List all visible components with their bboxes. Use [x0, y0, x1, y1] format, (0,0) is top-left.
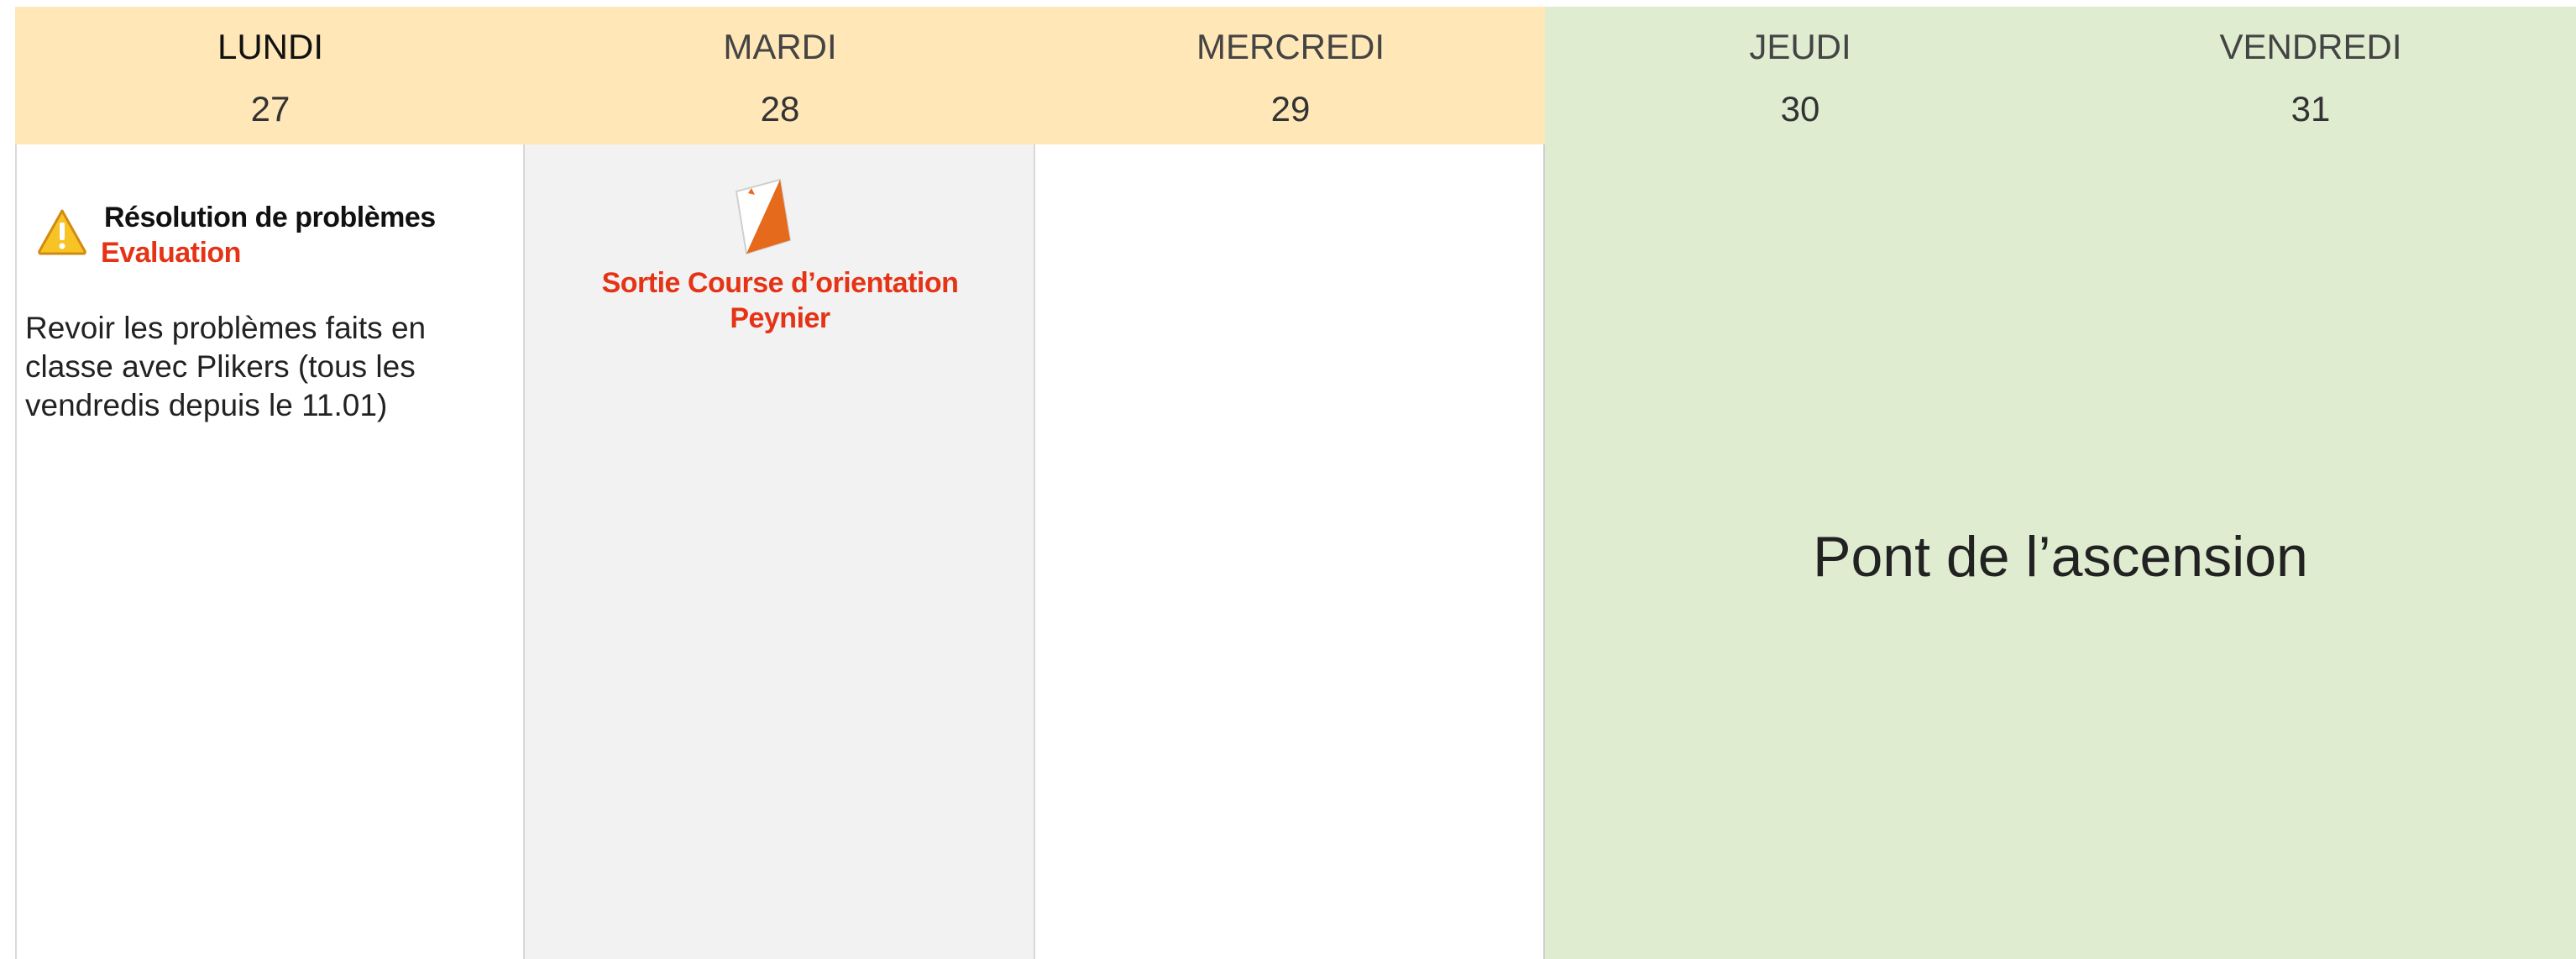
day-column-monday[interactable] [15, 144, 525, 959]
day-column-tuesday[interactable] [525, 144, 1035, 959]
holiday-block[interactable] [1545, 144, 2576, 959]
event-title: Sortie Course d’orientation [601, 267, 959, 299]
day-number: 31 [2291, 89, 2331, 128]
warning-icon [37, 208, 87, 255]
day-name: JEUDI [1749, 27, 1851, 66]
event-type: Evaluation [101, 237, 241, 269]
weekly-calendar [15, 7, 2576, 959]
day-column-wednesday[interactable] [1035, 144, 1545, 959]
day-name: MARDI [723, 27, 837, 66]
event-note: Revoir les problèmes faits en classe avec Plikers (tous les vendredis depuis le 11.01) [25, 311, 427, 422]
event-title: Résolution de problèmes [104, 202, 436, 233]
day-number: 28 [760, 89, 800, 128]
day-name: VENDREDI [2219, 27, 2402, 66]
holiday-label: Pont de l’ascension [1813, 525, 2308, 589]
day-name: MERCREDI [1196, 27, 1385, 66]
day-number: 30 [1780, 89, 1820, 128]
day-number: 27 [250, 89, 291, 128]
day-number: 29 [1270, 89, 1311, 128]
day-name: LUNDI [217, 27, 324, 66]
event-location: Peynier [730, 302, 830, 334]
orienteering-flag-icon [731, 178, 795, 255]
